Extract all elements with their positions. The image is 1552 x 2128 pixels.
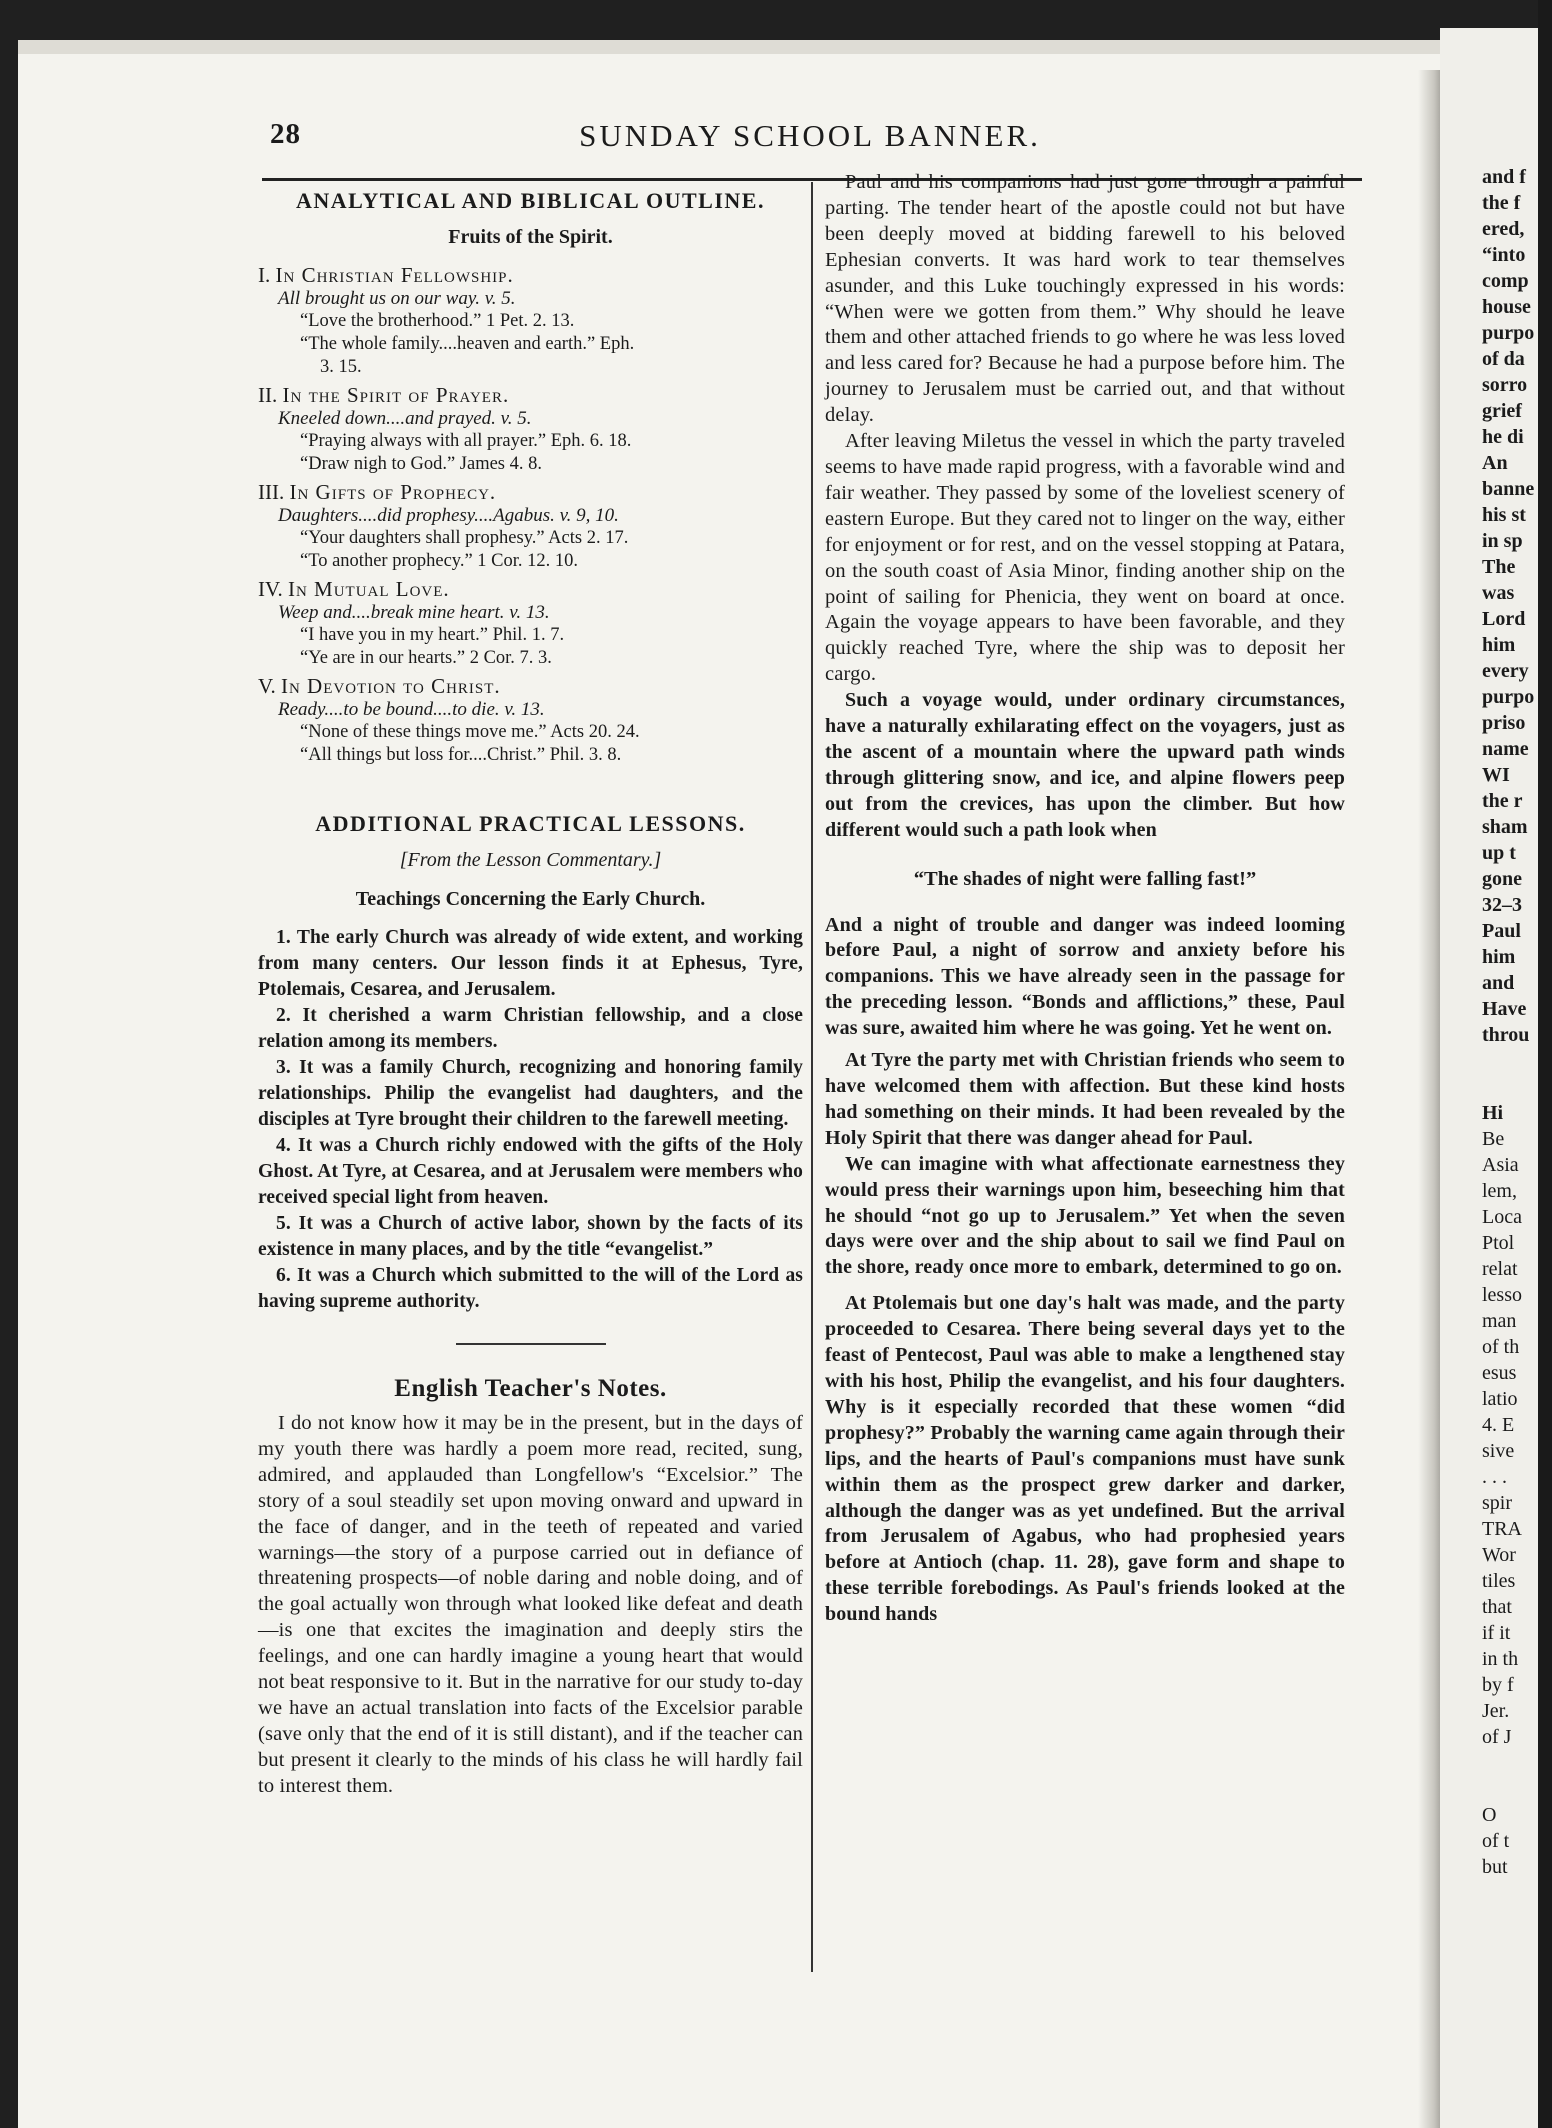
facing-page-fragment: in sp [1482,530,1523,552]
facing-page-fragment: purpo [1482,322,1535,344]
outline-quote: 3. 15. [320,357,362,377]
facing-page-fragment: gone [1482,868,1522,890]
outline-subtitle: Fruits of the Spirit. [448,226,613,248]
facing-page-fragment: in th [1482,1648,1519,1670]
facing-page-fragment: esus [1482,1362,1517,1384]
fragment-gap [1482,1750,1552,1776]
facing-page-fragment: him [1482,946,1516,968]
facing-page-fragment: latio [1482,1388,1518,1410]
page-header [270,118,1350,158]
column-rule [811,182,813,1972]
paragraph: And a night of trouble and danger was indeed looming before Paul, a night of sorrow and anxiety before his companions. This we have already seen in the passage for the preceding lesson. “Bonds and afflictions,” these, Paul was sure, awaited him where he was going. Yet he went on. [825,913,1345,1040]
outline-quote: “All things but loss for....Christ.” Phil. 3. 8. [300,745,622,765]
facing-page-fragment: 4. E [1482,1414,1515,1436]
facing-page-fragment: the r [1482,790,1523,812]
outline-heading-text: In Mutual Love. [287,577,450,601]
outline-text: Weep and....break mine heart. v. 13. [278,602,550,623]
facing-page-fragment: name [1482,738,1529,760]
facing-page-fragment: The [1482,556,1516,578]
fragment-gap [1482,1074,1552,1100]
middle-column [825,170,1345,1628]
facing-page-fragment: that [1482,1596,1512,1618]
facing-page-fragment: the f [1482,192,1521,214]
practical-lesson-item: 3. It was a family Church, recognizing and honoring family relationships. Philip the evangelist had daughters, and the disciples at Tyre brought their children to the farewell meeting. [258,1057,803,1130]
practical-lesson-item: 5. It was a Church of active labor, shown by the facts of its existence in many places, and by the title “evangelist.” [258,1213,803,1260]
poem-quote: “The shades of night were falling fast!” [913,867,1257,890]
outline-numeral: V. [258,674,276,698]
facing-page-fragment: lesso [1482,1284,1522,1306]
facing-page-fragment: Wor [1482,1544,1516,1566]
facing-page-fragment: Paul [1482,920,1521,942]
english-notes-title: English Teacher's Notes. [394,1375,667,1402]
left-column [258,184,803,1800]
paragraph: At Ptolemais but one day's halt was made, and the party proceeded to Cesarea. There being several days yet to the feast of Pentecost, Paul was able to make a lengthened stay with his host, Philip the evangelist, and his four daughters. Why is it especially recorded that these women “did prophesy?” Probably the warning came again through their lips, and the hearts of Paul's companions must have sunk within them as the prospect grew darker and darker, although the danger was as yet undefined. But the arrival from Jerusalem of Agabus, who had prophesied years before at Antioch (chap. 11. 28), gave form and shape to these terrible forebodings. As Paul's friends looked at the bound hands [825,1292,1345,1626]
facing-page-fragment: and [1482,972,1515,994]
outline-heading [258,577,803,601]
paragraph: We can imagine with what affectionate earnestness they would press their warnings upon him, beseeching him that he should “not go up to Jerusalem.” Yet when the seven days were over and the ship about to sail we find Paul on the shore, ready once more to embark, determined to go on. [825,1152,1345,1279]
facing-page-fragment: sham [1482,816,1528,838]
outline-heading [258,480,803,504]
facing-page-fragment: An [1482,452,1508,474]
facing-page-fragment: Be [1482,1128,1505,1150]
facing-page-fragment: of J [1482,1726,1512,1748]
facing-page-fragment: if it [1482,1622,1511,1644]
facing-page-fragment: purpo [1482,686,1535,708]
facing-page-fragment: every [1482,660,1529,682]
outline-text: Daughters....did prophesy....Agabus. v. 9, 10. [278,505,619,526]
facing-page-fragment: but [1482,1856,1508,1878]
facing-page-fragment: Have [1482,998,1527,1020]
practical-lesson-item: 2. It cherished a warm Christian fellowship, and a close relation among its members. [258,1005,803,1052]
outline-numeral: II. [258,383,278,407]
facing-page-fragment: ered, [1482,218,1525,240]
page-number: 28 [270,118,301,150]
outline-text: Kneeled down....and prayed. v. 5. [278,408,532,429]
facing-page-fragment: Jer. [1482,1700,1510,1722]
facing-page-fragment: grief [1482,400,1522,422]
facing-page-fragment: relat [1482,1258,1518,1280]
facing-page-fragment: house [1482,296,1531,318]
facing-page-fragment: of t [1482,1830,1510,1852]
paragraph: At Tyre the party met with Christian friends who seem to have welcomed them with affection. But these kind hosts had something on their minds. It had been revealed by the Holy Spirit that there was danger ahead for Paul. [825,1049,1345,1149]
facing-page-fragment: TRA [1482,1518,1522,1540]
facing-page-fragment: sorro [1482,374,1528,396]
paragraph: After leaving Miletus the vessel in which the party traveled seems to have made rapid progress, with a favorable wind and fair weather. They passed by some of the loveliest scenery of eastern Europe. But they cared not to linger on the way, either for enjoyment or for rest, and on the vessel stopping at Patara, on the south coast of Asia Minor, finding another ship on the point of sailing for Phenicia, they went on board at once. Again the voyage appears to have been favorable, and they quickly reached Tyre, where the ship was to deposit her cargo. [825,430,1345,686]
facing-page-fragment: man [1482,1310,1517,1332]
facing-page-fragment: of da [1482,348,1525,370]
outline-heading-text: In Gifts of Prophecy. [289,480,497,504]
facing-page-fragment: O [1482,1804,1497,1826]
facing-page-fragment: spir [1482,1492,1512,1514]
practical-subtitle: Teachings Concerning the Early Church. [355,888,706,910]
outline-heading [258,383,803,407]
outline-text: All brought us on our way. v. 5. [278,288,516,309]
outline-quote: “Your daughters shall prophesy.” Acts 2. 17. [300,528,629,548]
facing-page-fragment: 32–3 [1482,894,1522,916]
outline-quote: “To another prophecy.” 1 Cor. 12. 10. [300,551,579,571]
facing-page-fragment: Loca [1482,1206,1522,1228]
practical-lesson-item: 1. The early Church was already of wide extent, and working from many centers. Our lesson finds it at Ephesus, Tyre, Ptolemais, Cesarea, and Jerusalem. [258,927,803,1000]
outline-heading [258,263,803,287]
practical-items [258,925,803,1315]
outline-quote: “Draw nigh to God.” James 4. 8. [300,454,542,474]
facing-page-fragment: sive [1482,1440,1515,1462]
facing-page-fragment: was [1482,582,1515,604]
outline-numeral: IV. [258,577,283,601]
running-title: SUNDAY SCHOOL BANNER. [579,118,1041,153]
outline-heading-text: In the Spirit of Prayer. [282,383,510,407]
facing-page-fragment: Asia [1482,1154,1519,1176]
facing-page-fragment: throu [1482,1024,1530,1046]
english-notes-body [258,1411,803,1800]
outline-heading [258,674,803,698]
facing-page-fragment: Ptol [1482,1232,1515,1254]
facing-page-text [1482,164,1552,1880]
paragraph: Such a voyage would, under ordinary circumstances, have a naturally exhilarating effect on the voyagers, just as the ascent of a mountain where the upward path winds through glittering snow, and ice, and alpine flowers peep out from the crevices, has upon the climber. But how different would such a path look when [825,689,1345,841]
outline-quote: “Ye are in our hearts.” 2 Cor. 7. 3. [300,648,552,668]
fragment-gap [1482,1048,1552,1074]
practical-lesson-item: 4. It was a Church richly endowed with the gifts of the Holy Ghost. At Tyre, at Cesarea, and at Jerusalem were members who received special light from heaven. [258,1135,803,1208]
facing-page-fragment: . . . [1482,1466,1507,1488]
facing-page-fragment: up t [1482,842,1516,864]
facing-page-fragment: priso [1482,712,1526,734]
facing-page-fragment: by f [1482,1674,1514,1696]
facing-page-fragment: WI [1482,764,1510,786]
facing-page-fragment: banne [1482,478,1535,500]
facing-page-fragment: lem, [1482,1180,1517,1202]
outline-heading-text: In Christian Fellowship. [275,263,514,287]
outline-title: ANALYTICAL AND BIBLICAL OUTLINE. [296,188,765,213]
facing-page-fragment: and f [1482,166,1526,188]
facing-page-fragment: of th [1482,1336,1520,1358]
page-top-shade [18,40,1488,54]
outline-text: Ready....to be bound....to die. v. 13. [278,699,545,720]
outline-quote: “Praying always with all prayer.” Eph. 6. 18. [300,431,632,451]
practical-lesson-item: 6. It was a Church which submitted to the will of the Lord as having supreme authority. [258,1265,803,1312]
outline-quote: “Love the brotherhood.” 1 Pet. 2. 13. [300,311,575,331]
facing-page-fragment: comp [1482,270,1529,292]
outline-quote: “The whole family....heaven and earth.” Eph. [300,334,635,354]
paragraph: Paul and his companions had just gone through a painful parting. The tender heart of the apostle could not but have been deeply moved at bidding farewell to his beloved Ephesian converts. It was hard work to tear themselves asunder, and this Luke touchingly expressed in his words: “When were we gotten from them.” Why should he leave them and other attached friends to go where he was less loved and less cared for? Because he had a purpose before him. The journey to Jerusalem must be carried out, and that without delay. [825,171,1345,427]
fragment-gap [1482,1776,1552,1802]
outline-sections [258,263,803,767]
facing-page-fragment: tiles [1482,1570,1516,1592]
facing-page-fragment: “into [1482,244,1526,266]
outline-quote: “I have you in my heart.” Phil. 1. 7. [300,625,565,645]
facing-page-fragment: his st [1482,504,1526,526]
facing-page-fragment: Hi [1482,1102,1504,1124]
section-divider [456,1343,606,1345]
facing-page-fragment: him [1482,634,1516,656]
practical-title: ADDITIONAL PRACTICAL LESSONS. [315,811,746,836]
facing-page-fragment: Lord [1482,608,1526,630]
outline-numeral: I. [258,263,271,287]
outline-numeral: III. [258,480,285,504]
english-notes-text: I do not know how it may be in the present, but in the days of my youth there was hardly a poem more read, recited, sung, admired, and applauded than Longfellow's “Excelsior.” The story of a soul steadily set upon moving onward and upward in the face of danger, and in the teeth of repeated and varied warnings—the story of a purpose carried out in defiance of threatening prospects—of noble daring and noble doing, and of the goal actually won through what looked like defeat and death—is one that excites the imagination and deeply stirs the feelings, and one can hardly imagine a young heart that would not beat responsive to it. But in the narrative for our study to-day we have an actual translation into facts of the Excelsior parable (save only that the end of it is still distant), and if the teacher can but present it clearly to the minds of his class he will hardly fail to interest them. [258,1412,803,1797]
practical-source: [From the Lesson Commentary.] [399,849,662,871]
outline-quote: “None of these things move me.” Acts 20. 24. [300,722,640,742]
facing-page-fragment: he di [1482,426,1524,448]
outline-heading-text: In Devotion to Christ. [280,674,501,698]
